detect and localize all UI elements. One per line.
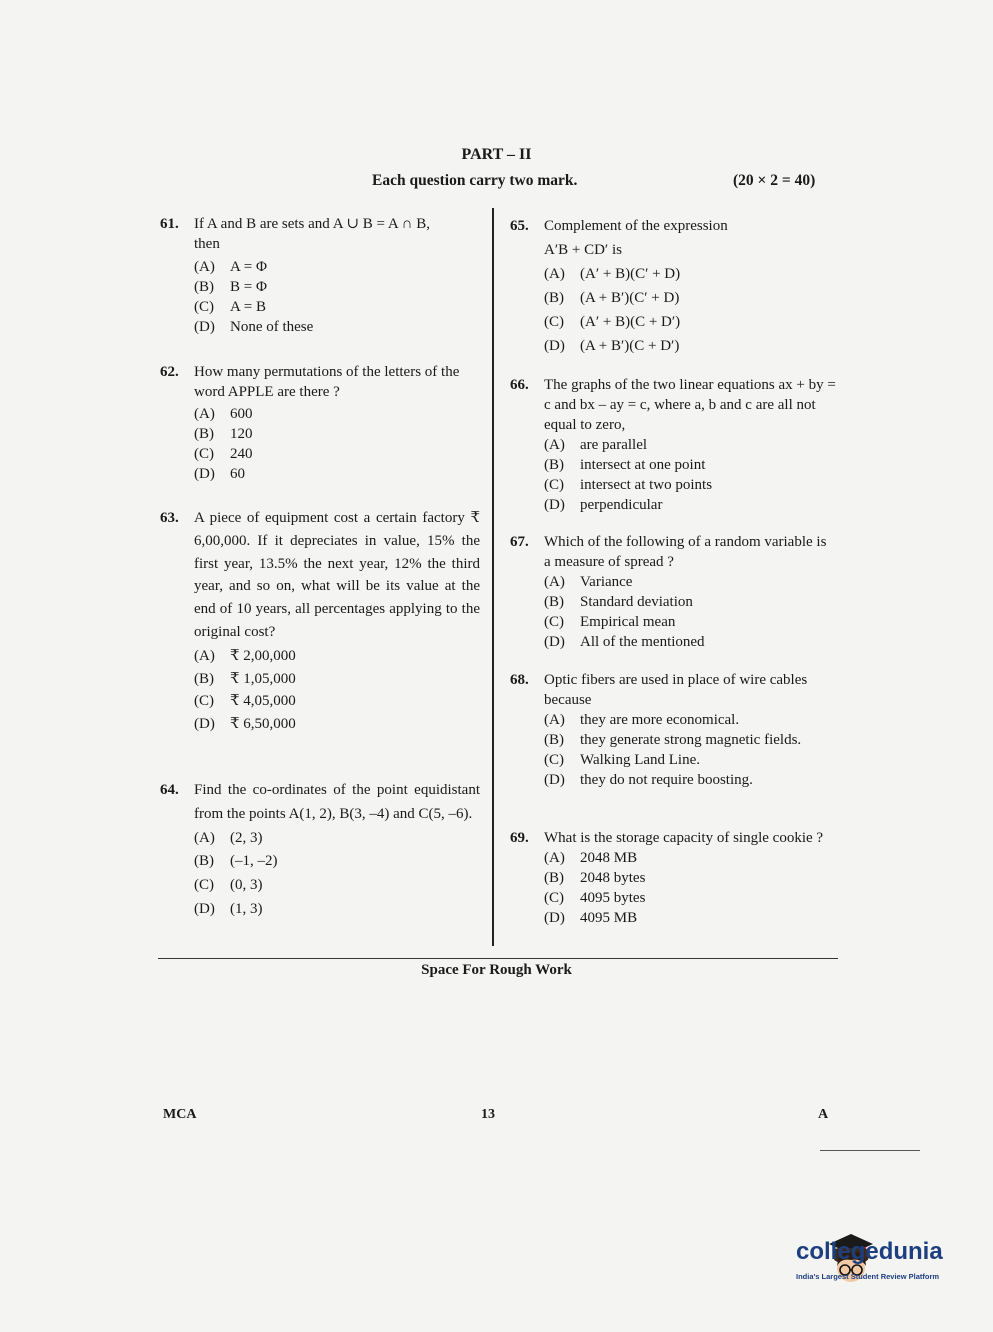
brand-name: collegedunia xyxy=(796,1238,943,1265)
option-d: (D) perpendicular xyxy=(544,497,663,513)
question-number: 61. xyxy=(160,216,179,232)
option-d: (D) 60 xyxy=(194,466,245,482)
option-b: (B) Standard deviation xyxy=(544,594,693,610)
question-number: 63. xyxy=(160,510,179,526)
rough-work-label: Space For Rough Work xyxy=(421,962,572,978)
question-number: 64. xyxy=(160,782,179,798)
option-b: (B) they generate strong magnetic fields. xyxy=(544,732,802,748)
question-stem: Complement of the expression A′B + CD′ is xyxy=(544,218,728,258)
option-d: (D) they do not require boosting. xyxy=(544,772,753,788)
question-stem: Which of the following of a random variable is a measure of spread ? xyxy=(544,534,827,570)
question-number: 68. xyxy=(510,672,529,688)
option-c: (C) ₹ 4,05,000 xyxy=(194,693,296,710)
question-63 xyxy=(160,507,480,736)
option-b: (B) intersect at one point xyxy=(544,457,706,473)
option-d: (D) All of the mentioned xyxy=(544,634,705,650)
question-stem: What is the storage capacity of single cookie ? xyxy=(544,830,824,846)
instruction-text: Each question carry two mark. xyxy=(372,172,578,189)
question-stem: The graphs of the two linear equations ax + by = c and bx – ay = c, where a, b and c are all not equal to zero, xyxy=(544,377,836,433)
question-67 xyxy=(510,532,836,652)
option-b: (B) 2048 bytes xyxy=(544,870,646,886)
page-number: 13 xyxy=(481,1107,495,1122)
question-number: 65. xyxy=(510,218,529,234)
option-c: (C) 240 xyxy=(194,446,253,462)
divider-line xyxy=(158,958,838,959)
question-stem-line: then xyxy=(194,236,220,252)
question-stem: How many permutations of the letters of the word APPLE are there ? xyxy=(194,364,460,400)
option-b: (B) (–1, –2) xyxy=(194,853,278,870)
brand-tagline: India's Largest Student Review Platform xyxy=(796,1272,940,1281)
question-stem: Find the co-ordinates of the point equidistant from the points A(1, 2), B(3, –4) and C(5, –6). xyxy=(194,782,480,822)
question-62 xyxy=(160,362,480,484)
option-c: (C) intersect at two points xyxy=(544,477,713,493)
question-stem: A piece of equipment cost a certain factory ₹ 6,00,000. If it depreciates in value, 15% the first year, 13.5% the next year, 12% the third year, and so on, what will be its value at the end of 10 years, all percentages applying to the original cost? xyxy=(194,510,480,640)
question-stem: Optic fibers are used in place of wire cables because xyxy=(544,672,808,708)
option-a: (A) (A′ + B)(C′ + D) xyxy=(544,266,681,282)
marks-scheme: (20 × 2 = 40) xyxy=(733,172,816,189)
option-c: (C) Empirical mean xyxy=(544,614,676,630)
question-65 xyxy=(510,214,836,358)
question-number: 69. xyxy=(510,830,529,846)
option-d: (D) ₹ 6,50,000 xyxy=(194,716,296,733)
question-number: 62. xyxy=(160,364,179,380)
question-61 xyxy=(160,214,480,337)
option-a: (A) 2048 MB xyxy=(544,850,638,866)
option-c: (C) Walking Land Line. xyxy=(544,752,701,768)
option-b: (B) ₹ 1,05,000 xyxy=(194,670,296,687)
question-number: 67. xyxy=(510,534,529,550)
option-c: (C) 4095 bytes xyxy=(544,890,646,906)
option-a: (A) A = Φ xyxy=(194,259,267,275)
question-number: 66. xyxy=(510,377,529,393)
footer-rule xyxy=(820,1150,920,1151)
column-divider xyxy=(492,208,494,946)
option-c: (C) A = B xyxy=(194,299,266,315)
part-title: PART – II xyxy=(461,146,532,163)
option-d: (D) (1, 3) xyxy=(194,900,263,917)
option-a: (A) 600 xyxy=(194,406,253,422)
option-a: (A) they are more economical. xyxy=(544,712,740,728)
footer-subject: MCA xyxy=(163,1107,197,1122)
option-a: (A) (2, 3) xyxy=(194,829,263,846)
option-b: (B) 120 xyxy=(194,426,253,442)
option-d: (D) 4095 MB xyxy=(544,910,638,926)
option-a: (A) are parallel xyxy=(544,437,648,453)
option-a: (A) Variance xyxy=(544,574,633,590)
option-d: (D) (A + B′)(C + D′) xyxy=(544,338,680,354)
question-68 xyxy=(510,670,836,790)
option-c: (C) (0, 3) xyxy=(194,877,263,894)
option-b: (B) (A + B′)(C′ + D) xyxy=(544,290,680,306)
option-a: (A) ₹ 2,00,000 xyxy=(194,647,296,664)
question-69 xyxy=(510,828,836,928)
question-stem-line: If A and B are sets and A ∪ B = A ∩ B, xyxy=(194,216,431,232)
option-c: (C) (A′ + B)(C + D′) xyxy=(544,314,681,330)
option-d: (D) None of these xyxy=(194,319,314,335)
booklet-series: A xyxy=(818,1107,829,1122)
question-66 xyxy=(510,375,836,515)
question-64 xyxy=(160,779,480,922)
option-b: (B) B = Φ xyxy=(194,279,267,295)
